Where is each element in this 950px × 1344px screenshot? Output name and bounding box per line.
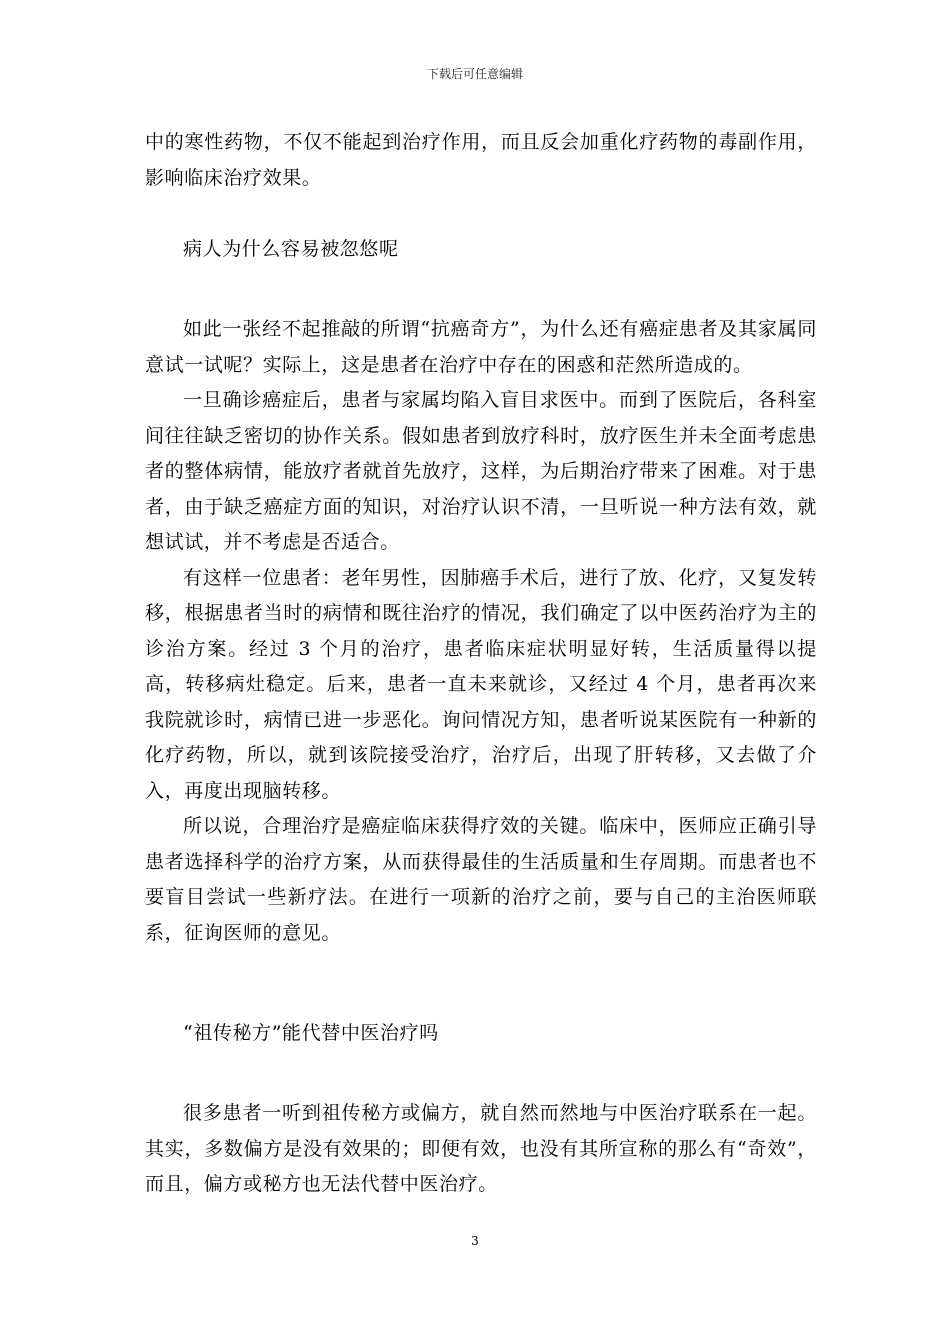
paragraph-block <box>145 312 817 951</box>
paragraph-block-continuation <box>145 125 817 196</box>
paragraph: 一旦确诊癌症后，患者与家属均陷入盲目求医中。而到了医院后，各科室间往往缺乏密切的协作关系。假如患者到放疗科时，放疗医生并未全面考虑患者的整体病情，能放疗者就首先放疗，这样，为后期治疗带来了困难。对于患者，由于缺乏癌症方面的知识，对治疗认识不清，一旦听说一种方法有效，就想试试，并不考虑是否适合。 <box>145 389 817 553</box>
page-header: 下载后可任意编辑 <box>426 67 523 81</box>
page-number: 3 <box>471 1234 479 1248</box>
section-heading: 病人为什么容易被忽悠呢 <box>183 238 399 260</box>
paragraph: 有这样一位患者：老年男性，因肺癌手术后，进行了放、化疗，又复发转移，根据患者当时的病情和既往治疗的情况，我们确定了以中医药治疗为主的诊治方案。经过 3 个月的治疗，患者临床症状明显好转，生活质量得以提高，转移病灶稳定。后来，患者一直未来就诊，又经过 4 个月，患者再次来我院就诊时，病情已进一步恶化。询问情况方知，患者听说某医院有一种新的化疗药物，所以，就到该院接受治疗，治疗后，出现了肝转移，又去做了介入，再度出现脑转移。 <box>145 566 817 802</box>
paragraph: 如此一张经不起推敲的所谓“抗癌奇方”，为什么还有癌症患者及其家属同意试一试呢？实际上，这是患者在治疗中存在的困惑和茫然所造成的。 <box>145 318 817 376</box>
section-heading: “祖传秘方”能代替中医治疗吗 <box>183 1022 439 1044</box>
paragraph: 很多患者一听到祖传秘方或偏方，就自然而然地与中医治疗联系在一起。其实，多数偏方是没有效果的；即便有效，也没有其所宣称的那么有“奇效”，而且，偏方或秘方也无法代替中医治疗。 <box>145 1102 817 1195</box>
paragraph: 所以说，合理治疗是癌症临床获得疗效的关键。临床中，医师应正确引导患者选择科学的治疗方案，从而获得最佳的生活质量和生存周期。而患者也不要盲目尝试一些新疗法。在进行一项新的治疗之前，要与自己的主治医师联系，征询医师的意见。 <box>145 815 817 944</box>
paragraph: 中的寒性药物，不仅不能起到治疗作用，而且反会加重化疗药物的毒副作用，影响临床治疗效果。 <box>145 131 817 189</box>
paragraph-block <box>145 1096 817 1203</box>
